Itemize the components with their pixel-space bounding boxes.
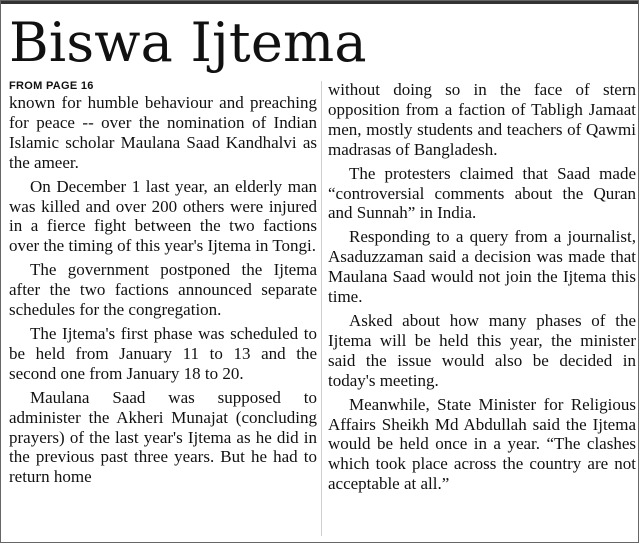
paragraph: The Ijtema's first phase was scheduled to be held from January 11 to 13 and the second one from January 18 to 20.: [9, 323, 317, 383]
paragraph: without doing so in the face of stern opposition from a faction of Tabligh Jamaat men, mostly students and teachers of Qawmi madrasas of Bangladesh.: [328, 80, 636, 159]
column-divider: [321, 81, 322, 536]
paragraph: Maulana Saad was supposed to administer the Akheri Munajat (concluding prayers) of the last year's Ijtema as he did in the previous past three years. But he had to return home: [9, 387, 317, 487]
article-column-left: [9, 80, 317, 540]
paragraph: known for humble behaviour and preaching for peace -- over the nomination of Indian Islamic scholar Maulana Saad Kandhalvi as the ameer.: [9, 93, 317, 172]
paragraph: Responding to a query from a journalist, Asaduzzaman said a decision was made that Maulana Saad would not join the Ijtema this time.: [328, 227, 636, 307]
jump-label: FROM PAGE 16: [9, 80, 94, 92]
paragraph: Asked about how many phases of the Ijtema will be held this year, the minister said the issue would also be decided in today's meeting.: [328, 310, 636, 390]
top-rule: [1, 1, 638, 4]
headline: Biswa Ijtema: [9, 11, 367, 74]
paragraph: The protesters claimed that Saad made “controversial comments about the Quran and Sunnah” in India.: [328, 163, 636, 223]
paragraph: Meanwhile, State Minister for Religious Affairs Sheikh Md Abdullah said the Ijtema would be held once in a year. “The clashes which took place across the country are not acceptable at all.”: [328, 394, 636, 494]
paragraph: On December 1 last year, an elderly man was killed and over 200 others were injured in a fierce fight between the two factions over the timing of this year's Ijtema in Tongi.: [9, 176, 317, 256]
article-column-right: [328, 80, 636, 540]
paragraph: The government postponed the Ijtema after the two factions announced separate schedules for the congregation.: [9, 260, 317, 320]
